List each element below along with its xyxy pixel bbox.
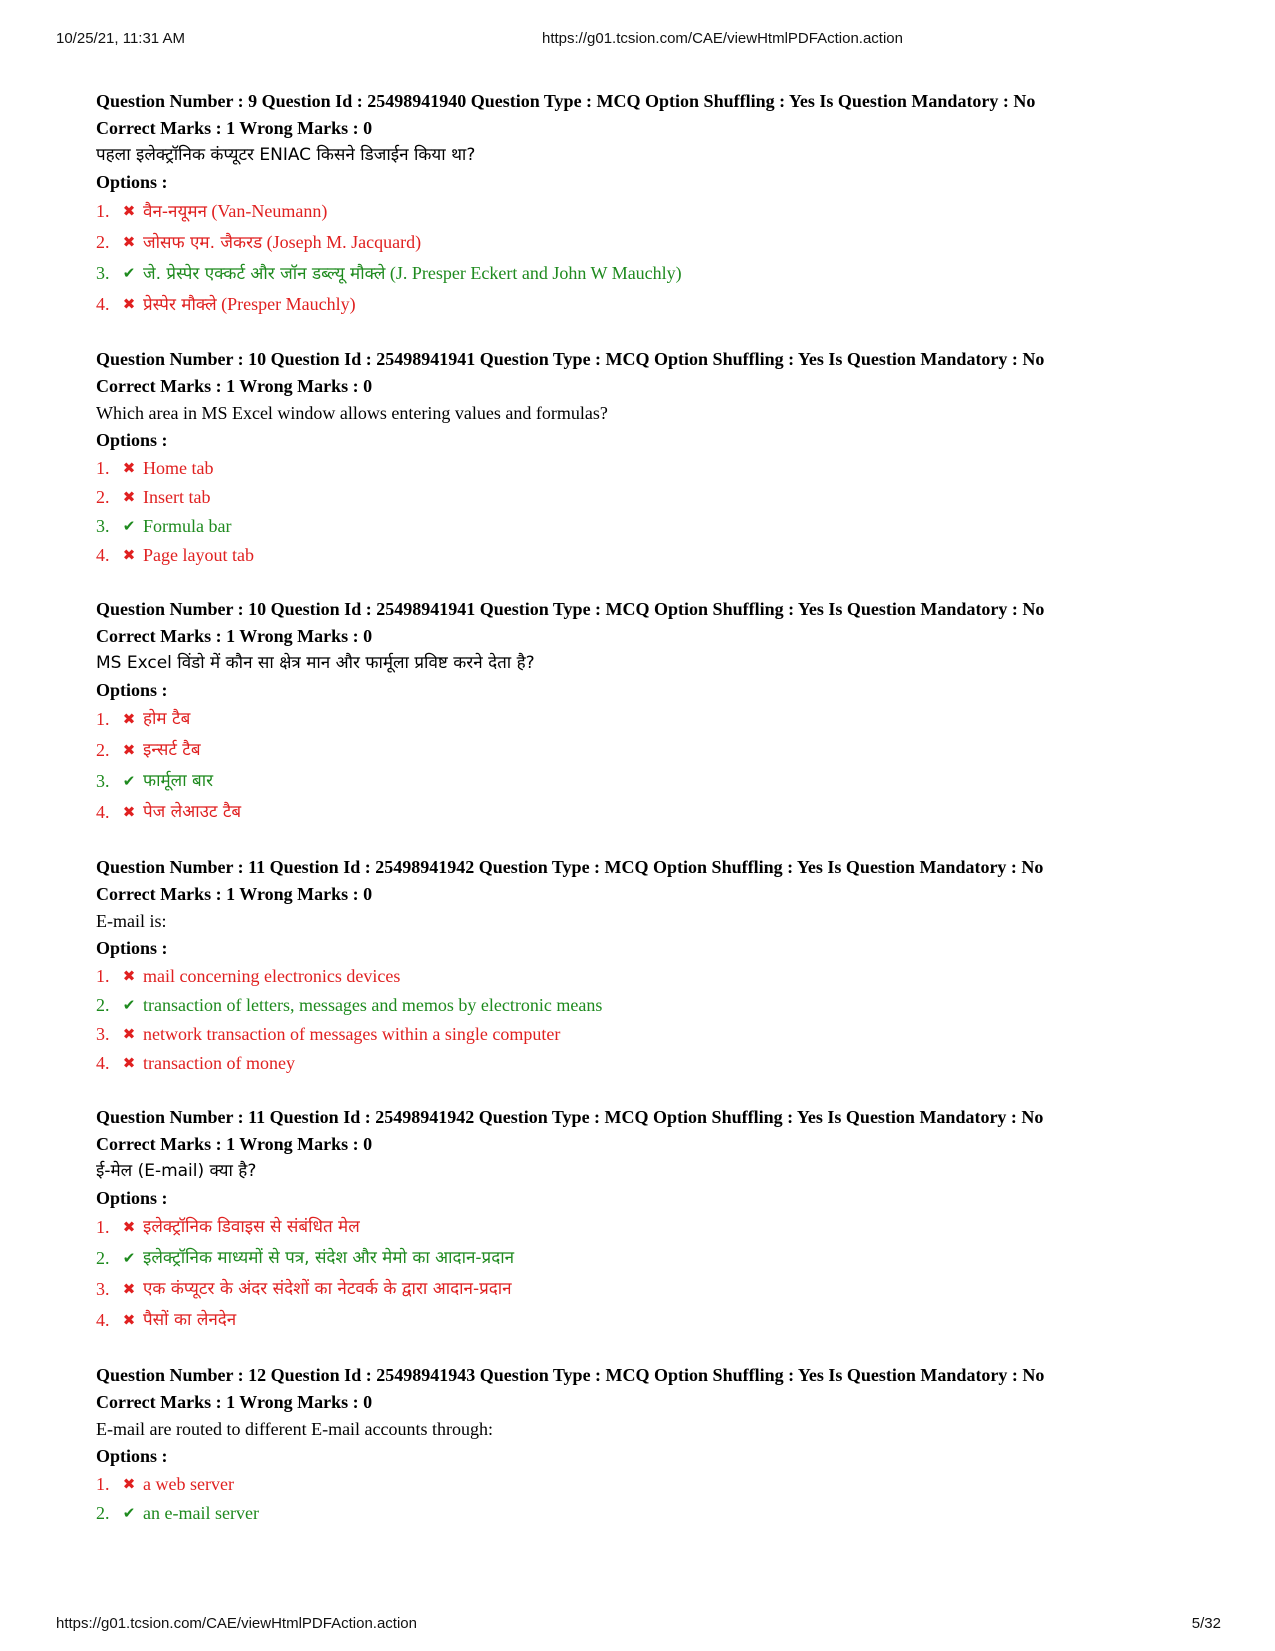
cross-icon: ✖: [122, 1054, 136, 1072]
option-number: 1.: [96, 1474, 110, 1494]
cross-icon: ✖: [122, 202, 136, 220]
option-text: [143, 797, 241, 828]
option-english-label: (Van-Neumann): [206, 200, 328, 221]
question-meta: Question Number : 9 Question Id : 25498941940 Question Type : MCQ Option Shuffling : Yes Is Question Mandatory : No: [96, 91, 1036, 111]
option-number: 3.: [96, 516, 110, 536]
print-footer: [0, 1615, 1275, 1635]
option-number: 2.: [96, 1248, 110, 1268]
option-wrong: [96, 541, 1226, 570]
option-text: [143, 1499, 259, 1528]
option-text: [143, 1243, 514, 1274]
print-header: [0, 30, 1275, 50]
option-text: [143, 196, 327, 228]
option-label: एक कंप्यूटर के अंदर संदेशों का नेटवर्क के द्वारा आदान-प्रदान: [143, 1279, 512, 1299]
option-text: [143, 512, 231, 541]
option-text: [143, 1049, 295, 1078]
option-text: [143, 289, 356, 321]
question-meta: Question Number : 11 Question Id : 25498941942 Question Type : MCQ Option Shuffling : Yes Is Question Mandatory : No: [96, 1107, 1044, 1127]
cross-icon: ✖: [122, 546, 136, 564]
page-number: 5/32: [1191, 1615, 1221, 1632]
question-block: [96, 854, 1226, 1078]
option-label: इलेक्ट्रॉनिक डिवाइस से संबंधित मेल: [143, 1217, 360, 1237]
question-meta: Question Number : 10 Question Id : 25498941941 Question Type : MCQ Option Shuffling : Yes Is Question Mandatory : No: [96, 599, 1045, 619]
cross-icon: ✖: [122, 1311, 136, 1329]
question-marks: Correct Marks : 1 Wrong Marks : 0: [96, 1392, 373, 1412]
option-label: वैन-नयूमन: [143, 201, 207, 222]
option-wrong: [96, 1049, 1226, 1078]
option-number: 4.: [96, 545, 110, 565]
option-correct: [96, 1499, 1226, 1528]
option-label: mail concerning electronics devices: [143, 966, 401, 986]
option-number: 1.: [96, 709, 110, 729]
option-wrong: [96, 704, 1226, 735]
question-marks: Correct Marks : 1 Wrong Marks : 0: [96, 118, 373, 138]
option-wrong: [96, 483, 1226, 512]
check-icon: ✔: [122, 996, 136, 1014]
option-wrong: [96, 962, 1226, 991]
option-number: 4.: [96, 1053, 110, 1073]
question-text: MS Excel विंडो में कौन सा क्षेत्र मान और फार्मूला प्रविष्ट करने देता है?: [96, 653, 535, 673]
option-english-label: (Joseph M. Jacquard): [262, 231, 422, 252]
options-heading: Options :: [96, 680, 168, 700]
option-label: फार्मूला बार: [143, 771, 214, 791]
option-text: [143, 483, 210, 512]
option-number: 2.: [96, 232, 110, 252]
option-number: 2.: [96, 740, 110, 760]
option-correct: [96, 766, 1226, 797]
question-marks: Correct Marks : 1 Wrong Marks : 0: [96, 884, 373, 904]
option-label: पैसों का लेनदेन: [143, 1310, 237, 1330]
option-text: [143, 1305, 236, 1336]
option-label: Home tab: [143, 458, 214, 478]
option-label: इन्सर्ट टैब: [143, 740, 201, 760]
option-label: Page layout tab: [143, 545, 254, 565]
option-correct: [96, 991, 1226, 1020]
option-wrong: [96, 735, 1226, 766]
check-icon: ✔: [122, 772, 136, 790]
check-icon: ✔: [122, 1249, 136, 1267]
option-correct: [96, 1243, 1226, 1274]
option-english-label: (J. Presper Eckert and John W Mauchly): [385, 262, 682, 283]
question-text: E-mail is:: [96, 911, 167, 931]
option-label: a web server: [143, 1474, 234, 1494]
question-text: E-mail are routed to different E-mail accounts through:: [96, 1419, 494, 1439]
option-text: [143, 735, 201, 766]
option-text: [143, 704, 190, 735]
option-number: 1.: [96, 458, 110, 478]
option-wrong: [96, 227, 1226, 258]
option-wrong: [96, 289, 1226, 320]
option-wrong: [96, 454, 1226, 483]
question-meta: Question Number : 10 Question Id : 25498941941 Question Type : MCQ Option Shuffling : Yes Is Question Mandatory : No: [96, 349, 1045, 369]
option-wrong: [96, 797, 1226, 828]
cross-icon: ✖: [122, 233, 136, 251]
question-marks: Correct Marks : 1 Wrong Marks : 0: [96, 626, 373, 646]
option-label: जोसफ एम. जैकरड: [143, 232, 263, 253]
option-text: [143, 454, 213, 483]
cross-icon: ✖: [122, 1280, 136, 1298]
options-heading: Options :: [96, 172, 168, 192]
cross-icon: ✖: [122, 295, 136, 313]
option-text: [143, 541, 254, 570]
option-label: Formula bar: [143, 516, 232, 536]
option-label: an e-mail server: [143, 1503, 259, 1523]
option-text: [143, 1274, 512, 1305]
option-number: 1.: [96, 1217, 110, 1237]
option-label: प्रेस्पेर मौक्ले: [143, 294, 217, 315]
cross-icon: ✖: [122, 1475, 136, 1493]
check-icon: ✔: [122, 1504, 136, 1522]
option-number: 1.: [96, 201, 110, 221]
options-heading: Options :: [96, 430, 168, 450]
options-heading: Options :: [96, 938, 168, 958]
option-label: पेज लेआउट टैब: [143, 802, 242, 822]
option-english-label: (Presper Mauchly): [216, 293, 356, 314]
question-block: [96, 1362, 1226, 1528]
option-wrong: [96, 1274, 1226, 1305]
option-wrong: [96, 196, 1226, 227]
option-wrong: [96, 1470, 1226, 1499]
option-text: [143, 1470, 234, 1499]
question-block: [96, 1104, 1226, 1336]
question-block: [96, 596, 1226, 828]
question-text: पहला इलेक्ट्रॉनिक कंप्यूटर ENIAC किसने डिजाईन किया था?: [96, 145, 476, 165]
question-marks: Correct Marks : 1 Wrong Marks : 0: [96, 376, 373, 396]
cross-icon: ✖: [122, 710, 136, 728]
option-text: [143, 1020, 560, 1049]
check-icon: ✔: [122, 517, 136, 535]
option-text: [143, 766, 213, 797]
question-meta: Question Number : 11 Question Id : 25498941942 Question Type : MCQ Option Shuffling : Yes Is Question Mandatory : No: [96, 857, 1044, 877]
option-text: [143, 1212, 360, 1243]
option-correct: [96, 512, 1226, 541]
option-wrong: [96, 1212, 1226, 1243]
question-block: [96, 88, 1226, 320]
question-block: [96, 346, 1226, 570]
option-number: 3.: [96, 263, 110, 283]
option-number: 2.: [96, 1503, 110, 1523]
option-label: जे. प्रेस्पेर एक्कर्ट और जॉन डब्ल्यू मौक्ले: [143, 263, 386, 284]
option-number: 4.: [96, 802, 110, 822]
question-text: Which area in MS Excel window allows entering values and formulas?: [96, 403, 608, 423]
question-text: ई-मेल (E-mail) क्या है?: [96, 1161, 257, 1181]
option-number: 2.: [96, 487, 110, 507]
option-number: 2.: [96, 995, 110, 1015]
print-footer-url: https://g01.tcsion.com/CAE/viewHtmlPDFAction.action: [56, 1615, 417, 1632]
question-list: [96, 88, 1226, 1554]
option-text: [143, 962, 400, 991]
option-label: transaction of letters, messages and memos by electronic means: [143, 995, 603, 1015]
cross-icon: ✖: [122, 741, 136, 759]
option-number: 3.: [96, 1024, 110, 1044]
question-marks: Correct Marks : 1 Wrong Marks : 0: [96, 1134, 373, 1154]
option-text: [143, 258, 682, 290]
option-label: होम टैब: [143, 709, 191, 729]
option-text: [143, 227, 421, 259]
cross-icon: ✖: [122, 967, 136, 985]
print-datetime: 10/25/21, 11:31 AM: [56, 30, 185, 47]
option-wrong: [96, 1305, 1226, 1336]
options-heading: Options :: [96, 1446, 168, 1466]
cross-icon: ✖: [122, 1218, 136, 1236]
options-heading: Options :: [96, 1188, 168, 1208]
option-label: Insert tab: [143, 487, 211, 507]
check-icon: ✔: [122, 264, 136, 282]
cross-icon: ✖: [122, 488, 136, 506]
option-label: network transaction of messages within a single computer: [143, 1024, 561, 1044]
option-correct: [96, 258, 1226, 289]
cross-icon: ✖: [122, 459, 136, 477]
question-meta: Question Number : 12 Question Id : 25498941943 Question Type : MCQ Option Shuffling : Yes Is Question Mandatory : No: [96, 1365, 1045, 1385]
option-wrong: [96, 1020, 1226, 1049]
option-number: 3.: [96, 771, 110, 791]
cross-icon: ✖: [122, 803, 136, 821]
option-number: 4.: [96, 294, 110, 314]
option-label: इलेक्ट्रॉनिक माध्यमों से पत्र, संदेश और मेमो का आदान-प्रदान: [143, 1248, 515, 1268]
option-number: 4.: [96, 1310, 110, 1330]
option-label: transaction of money: [143, 1053, 295, 1073]
print-header-url: https://g01.tcsion.com/CAE/viewHtmlPDFAction.action: [542, 30, 903, 47]
option-number: 3.: [96, 1279, 110, 1299]
option-number: 1.: [96, 966, 110, 986]
option-text: [143, 991, 602, 1020]
cross-icon: ✖: [122, 1025, 136, 1043]
